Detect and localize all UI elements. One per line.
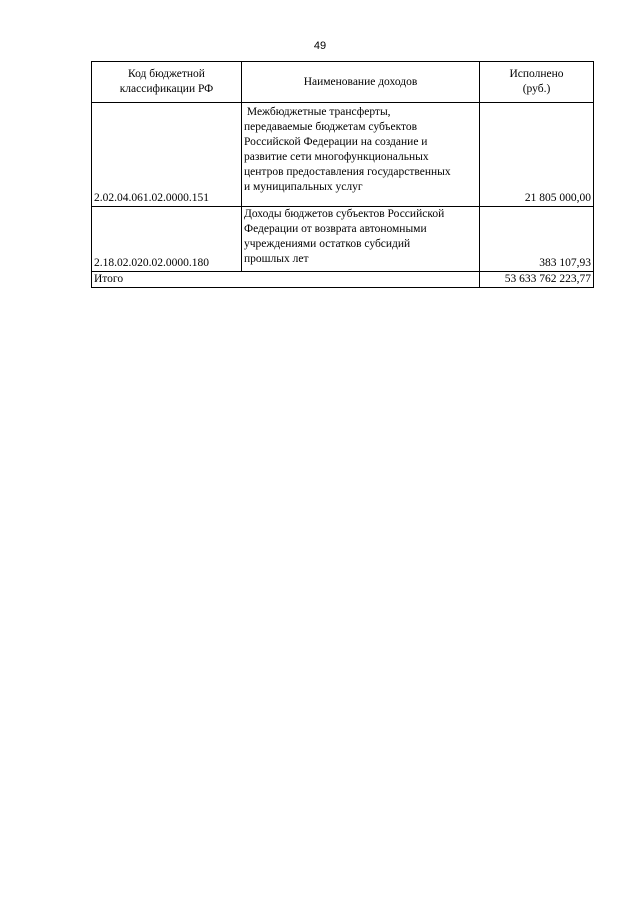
row-name-line: Федерации от возврата автономными	[244, 223, 427, 235]
header-amount-line-2: (руб.)	[522, 83, 551, 95]
row-name-line: Российской Федерации на создание и	[244, 136, 428, 148]
header-code	[92, 62, 242, 103]
header-amount-line-1: Исполнено	[509, 68, 564, 80]
table-row	[92, 103, 594, 207]
row-amount: 383 107,93	[480, 207, 594, 272]
row-name-line: прошлых лет	[244, 253, 309, 265]
row-name-line: развитие сети многофункциональных	[244, 151, 429, 163]
row-name-line: Межбюджетные трансферты,	[244, 106, 391, 118]
row-name	[242, 207, 480, 272]
page-number	[0, 40, 640, 52]
header-code-line-2: классификации РФ	[119, 83, 214, 95]
total-amount: 53 633 762 223,77	[480, 272, 594, 288]
row-name-line: Доходы бюджетов субъектов Российской	[244, 208, 445, 220]
header-amount	[480, 62, 594, 103]
total-row	[92, 272, 594, 288]
row-name-line: учреждениями остатков субсидий	[244, 238, 411, 250]
row-name-line: и муниципальных услуг	[244, 181, 363, 193]
revenue-table	[91, 61, 594, 288]
row-code: 2.18.02.020.02.0000.180	[92, 207, 242, 272]
row-amount: 21 805 000,00	[480, 103, 594, 207]
row-name-line: передаваемые бюджетам субъектов	[244, 121, 418, 133]
row-name-line: центров предоставления государственных	[244, 166, 451, 178]
table-row	[92, 207, 594, 272]
total-label: Итого	[92, 272, 480, 288]
row-name	[242, 103, 480, 207]
row-code: 2.02.04.061.02.0000.151	[92, 103, 242, 207]
header-code-line-1: Код бюджетной	[128, 68, 205, 80]
table-header-row	[92, 62, 594, 103]
header-name: Наименование доходов	[242, 62, 480, 103]
page-number-text: 49	[313, 40, 327, 52]
